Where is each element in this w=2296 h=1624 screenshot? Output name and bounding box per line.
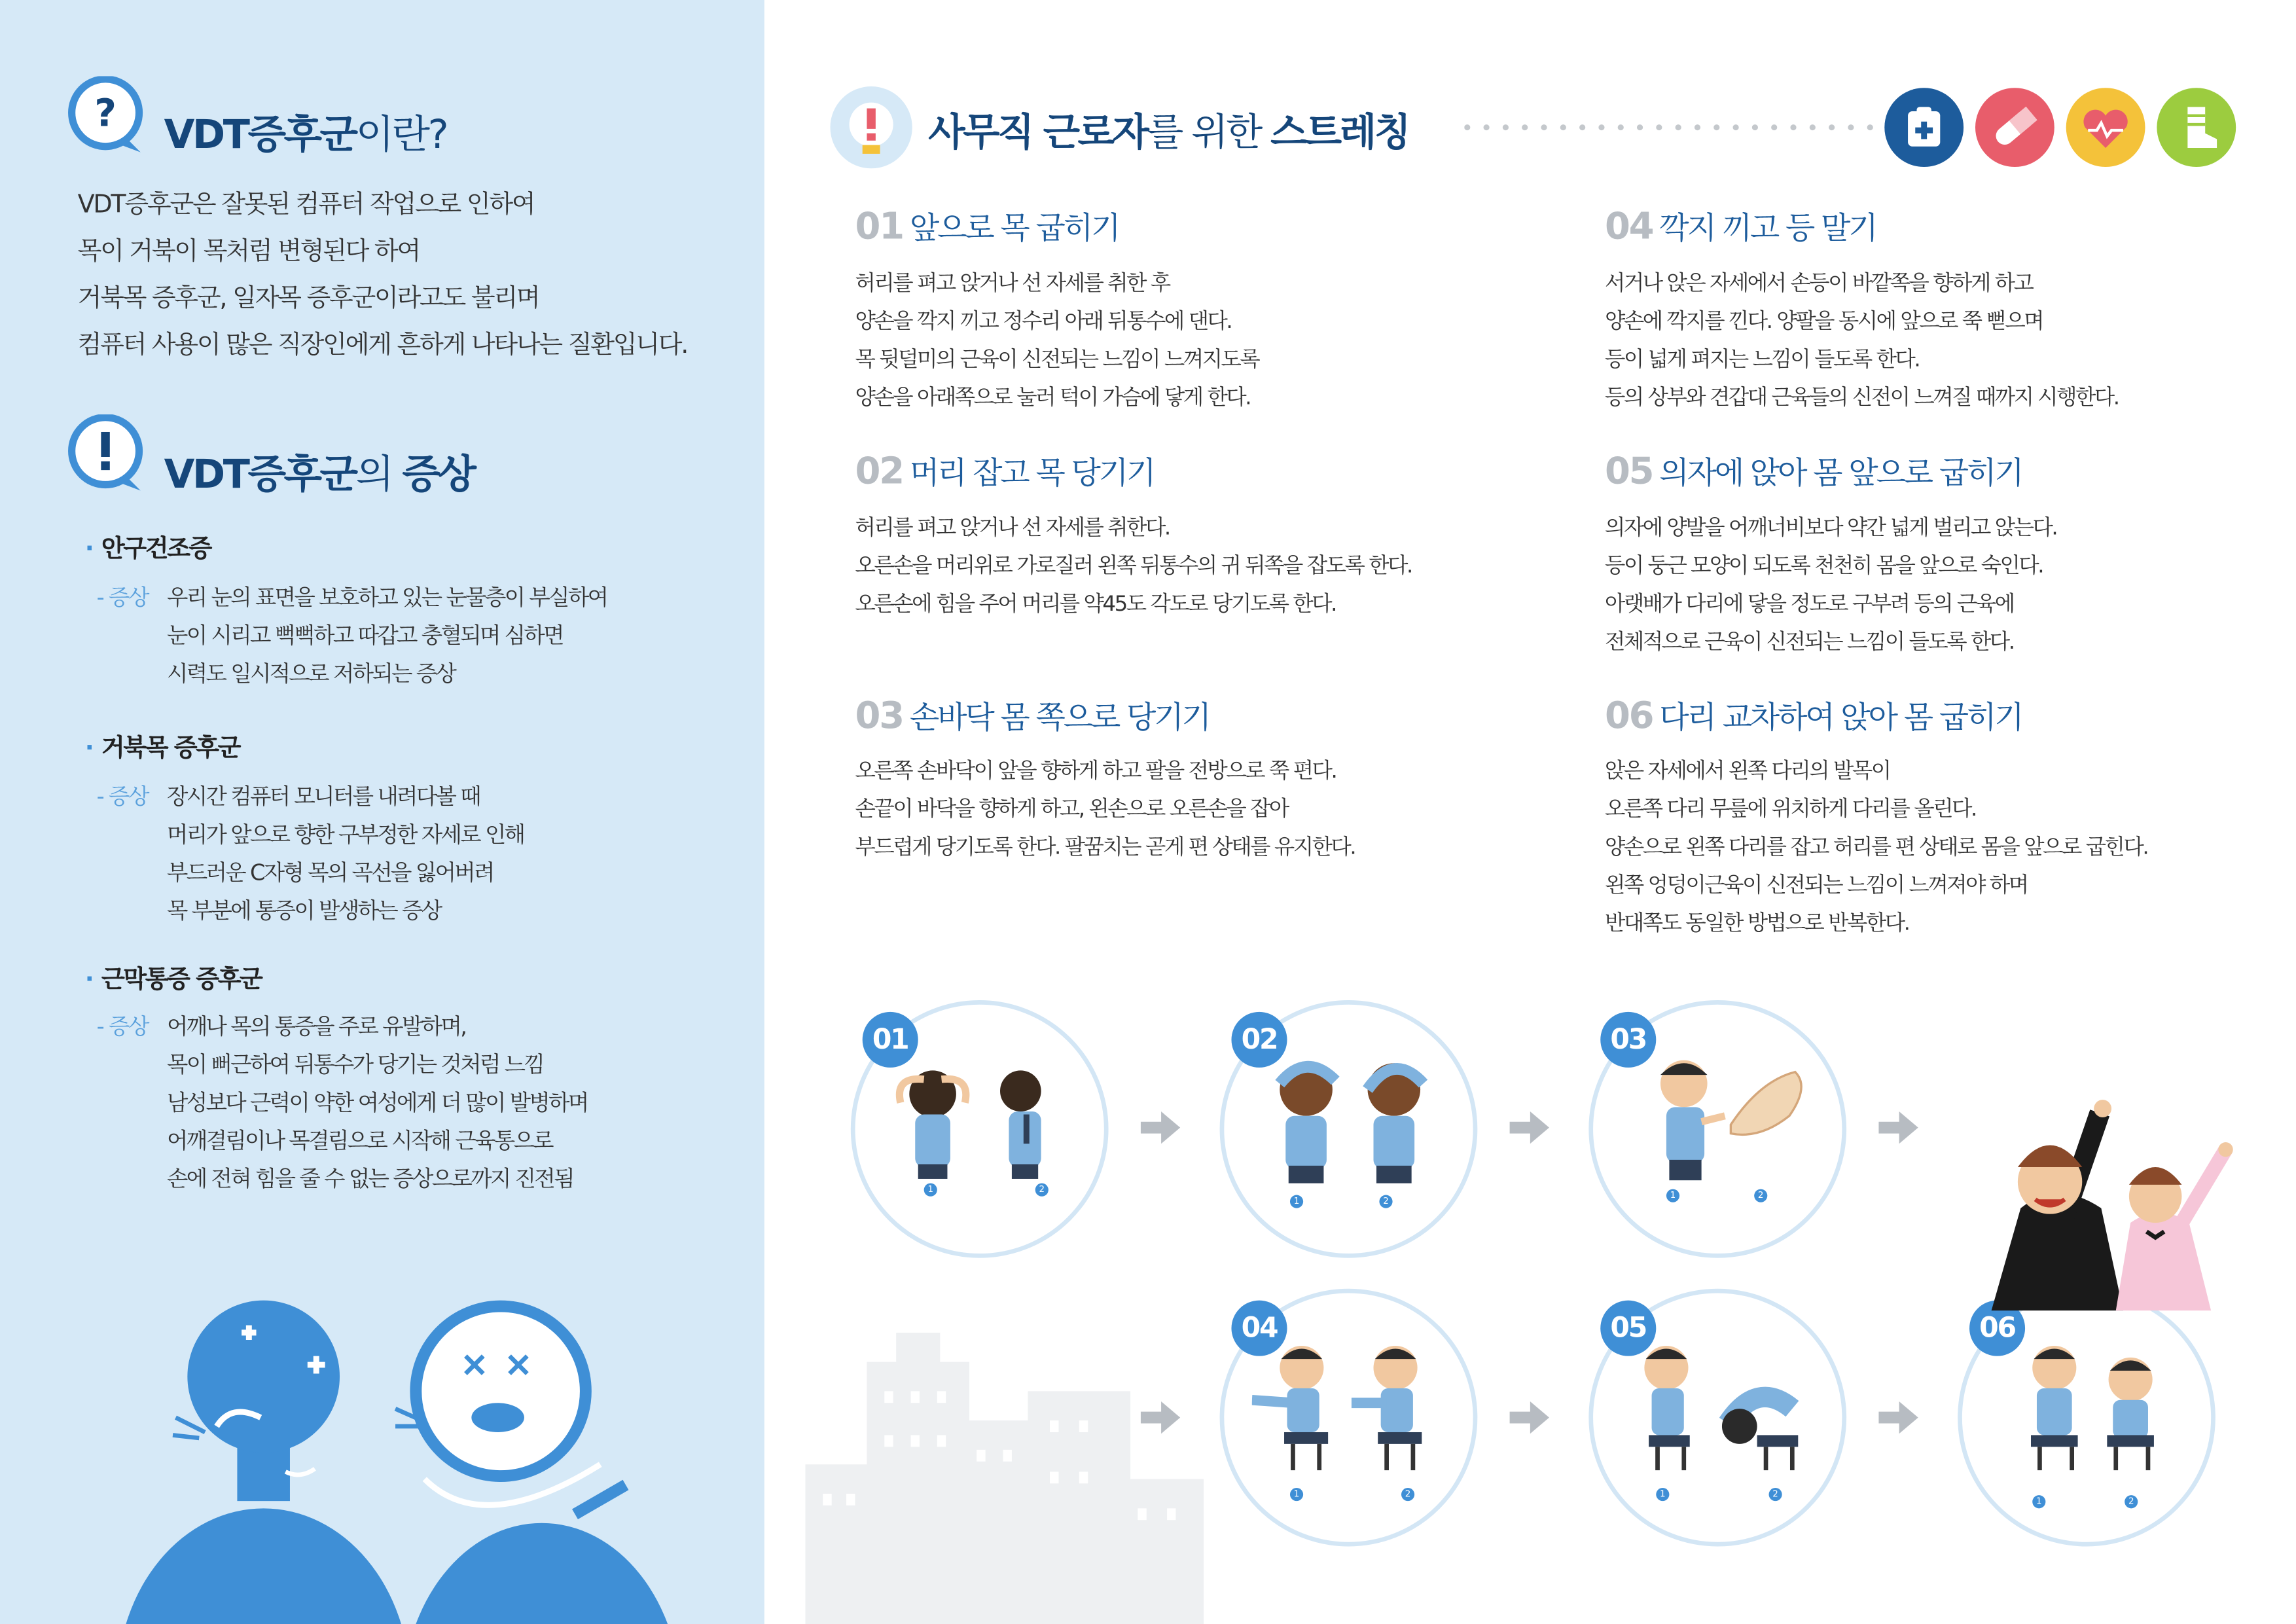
symptom-line: 머리가 앞으로 향한 구부정한 자세로 인해 [167,821,524,848]
arrow-right-icon [1878,1400,1920,1435]
figure-badge: 03 [1600,1012,1656,1068]
city-skyline-illustration [764,1333,1204,1624]
sub-label: 1 [1290,1195,1303,1208]
arrow-right-icon [1141,1400,1182,1435]
step-header: 03 손바닥 몸 쪽으로 당기기 [855,694,1210,737]
intro-line: 거북목 증후군, 일자목 증후군이라고도 불리며 [77,284,539,314]
sub-label: 1 [2032,1495,2045,1508]
step-line: 허리를 펴고 앉거나 선 자세를 취한다. [855,516,1170,541]
step-line: 양손으로 왼쪽 다리를 잡고 허리를 편 상태로 몸을 앞으로 굽힌다. [1604,836,2148,860]
pill-icon [1974,86,2056,168]
step-line: 의자에 양발을 어깨너비보다 약간 넓게 벌리고 앉는다. [1604,516,2057,541]
symptom-tag: - 증상 [96,783,149,810]
step-line: 목 뒷덜미의 근육이 신전되는 느낌이 느껴지도록 [855,348,1259,372]
step-line: 서거나 앉은 자세에서 손등이 바깥쪽을 향하게 하고 [1604,272,2033,296]
step-line: 허리를 펴고 앉거나 선 자세를 취한 후 [855,272,1170,296]
step-line: 앉은 자세에서 왼쪽 다리의 발목이 [1604,760,1890,784]
sub-label: 1 [1656,1488,1669,1501]
step-line: 등이 둥근 모양이 되도록 천천히 몸을 앞으로 숙인다. [1604,554,2043,579]
figure-badge: 01 [863,1012,918,1068]
sub-label: 2 [1035,1183,1049,1197]
step-header: 05 의자에 앉아 몸 앞으로 굽히기 [1604,449,2022,492]
step-header: 04 깍지 끼고 등 말기 [1604,205,1876,248]
step-line: 오른손을 머리위로 가로질러 왼쪽 뒤통수의 귀 뒤쪽을 잡도록 한다. [855,554,1412,579]
heart-icon [2064,86,2146,168]
medical-kit-icon [1883,86,1965,168]
step-line: 부드럽게 당기도록 한다. 팔꿈치는 곧게 편 상태를 유지한다. [855,836,1355,860]
step-line: 오른쪽 다리 무릎에 위치하게 다리를 올린다. [1604,798,1976,822]
stretch-figure-03 [1643,1051,1833,1186]
symptom-line: 장시간 컴퓨터 모니터를 내려다볼 때 [167,783,480,810]
symptom-line: 부드러운 C자형 목의 곡선을 잃어버려 [167,859,493,886]
step-line: 전체적으로 근육이 신전되는 느낌이 들도록 한다. [1604,631,2014,655]
symptom-line: 시력도 일시적으로 저하되는 증상 [167,660,456,687]
symptom-name: · 거북목 증후군 [84,733,240,762]
arrow-right-icon [1510,1110,1551,1146]
svg-text:?: ? [94,90,117,135]
symptom-tag: - 증상 [96,1013,149,1040]
step-line: 등의 상부와 견갑대 근육들의 신전이 느껴질 때까지 시행한다. [1604,386,2119,410]
step-line: 아랫배가 다리에 닿을 정도로 구부려 등의 근육에 [1604,593,2014,617]
stretch-figure-06 [2013,1335,2204,1479]
sick-figures-illustration [103,1289,762,1624]
symptom-line: 눈이 시리고 뻑뻑하고 따갑고 충혈되며 심하면 [167,622,563,649]
question-bubble-icon [67,76,147,155]
happy-workers-illustration [1977,1091,2248,1311]
step-header: 06 다리 교차하여 앉아 몸 굽히기 [1604,694,2022,737]
symptom-line: 어깨결림이나 목결림으로 시작해 근육통으로 [167,1127,552,1154]
sub-label: 2 [1401,1488,1414,1501]
stretch-figure-05 [1625,1335,1816,1479]
intro-line: VDT증후군은 잘못된 컴퓨터 작업으로 인하여 [77,190,535,220]
step-header: 01 앞으로 목 굽히기 [855,205,1119,248]
arrow-right-icon [1141,1110,1182,1146]
figure-badge: 05 [1600,1301,1656,1356]
step-header: 02 머리 잡고 목 당기기 [855,449,1155,492]
symptoms-title: VDT증후군의 증상 [164,452,475,498]
intro-line: 목이 거북이 목처럼 변형된다 하여 [77,237,420,267]
figure-badge: 06 [1969,1301,2025,1356]
symptom-line: 남성보다 근력이 약한 여성에게 더 많이 발병하며 [167,1089,588,1116]
step-line: 등이 넓게 펴지는 느낌이 들도록 한다. [1604,348,1920,372]
alert-bulb-icon [829,85,914,170]
step-line: 양손을 깍지 끼고 정수리 아래 뒤통수에 댄다. [855,310,1232,334]
sub-label: 2 [1769,1488,1782,1501]
bandage-leg-icon [2155,86,2237,168]
stretch-figure-01 [886,1062,1077,1186]
arrow-right-icon [1878,1110,1920,1146]
intro-line: 컴퓨터 사용이 많은 직장인에게 흔하게 나타나는 질환입니다. [77,331,688,361]
step-line: 양손에 깍지를 낀다. 양팔을 동시에 앞으로 쭉 뻗으며 [1604,310,2043,334]
stretch-figure-04 [1252,1335,1443,1479]
step-line: 오른손에 힘을 주어 머리를 약45도 각도로 당기도록 한다. [855,593,1336,617]
what-title: VDT증후군이란? [164,113,447,158]
sub-label: 2 [1754,1189,1767,1202]
arrow-right-icon [1510,1400,1551,1435]
sub-label: 2 [1379,1195,1392,1208]
title-dotted-divider [1464,123,1874,132]
figure-badge: 02 [1231,1012,1287,1068]
step-line: 왼쪽 엉덩이근육이 신전되는 느낌이 느껴져야 하며 [1604,874,2028,898]
symptom-line: 목이 뻐근하여 뒤통수가 당기는 것처럼 느낌 [167,1051,544,1078]
sub-label: 1 [924,1183,937,1197]
symptom-name: · 안구건조증 [84,534,211,563]
symptom-line: 손에 전혀 힘을 줄 수 없는 증상으로까지 진전됨 [167,1165,573,1193]
symptom-line: 어깨나 목의 통증을 주로 유발하며, [167,1013,466,1040]
step-line: 양손을 아래쪽으로 눌러 턱이 가슴에 닿게 한다. [855,386,1251,410]
symptom-line: 목 부분에 통증이 발생하는 증상 [167,897,441,924]
symptom-tag: - 증상 [96,584,149,611]
exclamation-bubble-icon [67,414,147,494]
stretch-figure-02 [1259,1051,1450,1186]
sub-label: 1 [1666,1189,1679,1202]
step-line: 반대쪽도 동일한 방법으로 반복한다. [1604,912,1909,936]
figure-badge: 04 [1231,1301,1287,1356]
sub-label: 2 [2125,1495,2138,1508]
symptom-line: 우리 눈의 표면을 보호하고 있는 눈물층이 부실하여 [167,584,607,611]
sub-label: 1 [1290,1488,1303,1501]
stretching-title: 사무직 근로자를 위한 스트레칭 [928,111,1409,156]
step-line: 손끝이 바닥을 향하게 하고, 왼손으로 오른손을 잡아 [855,798,1288,822]
step-line: 오른쪽 손바닥이 앞을 향하게 하고 팔을 전방으로 쭉 편다. [855,760,1336,784]
symptom-name: · 근막통증 증후군 [84,965,262,993]
